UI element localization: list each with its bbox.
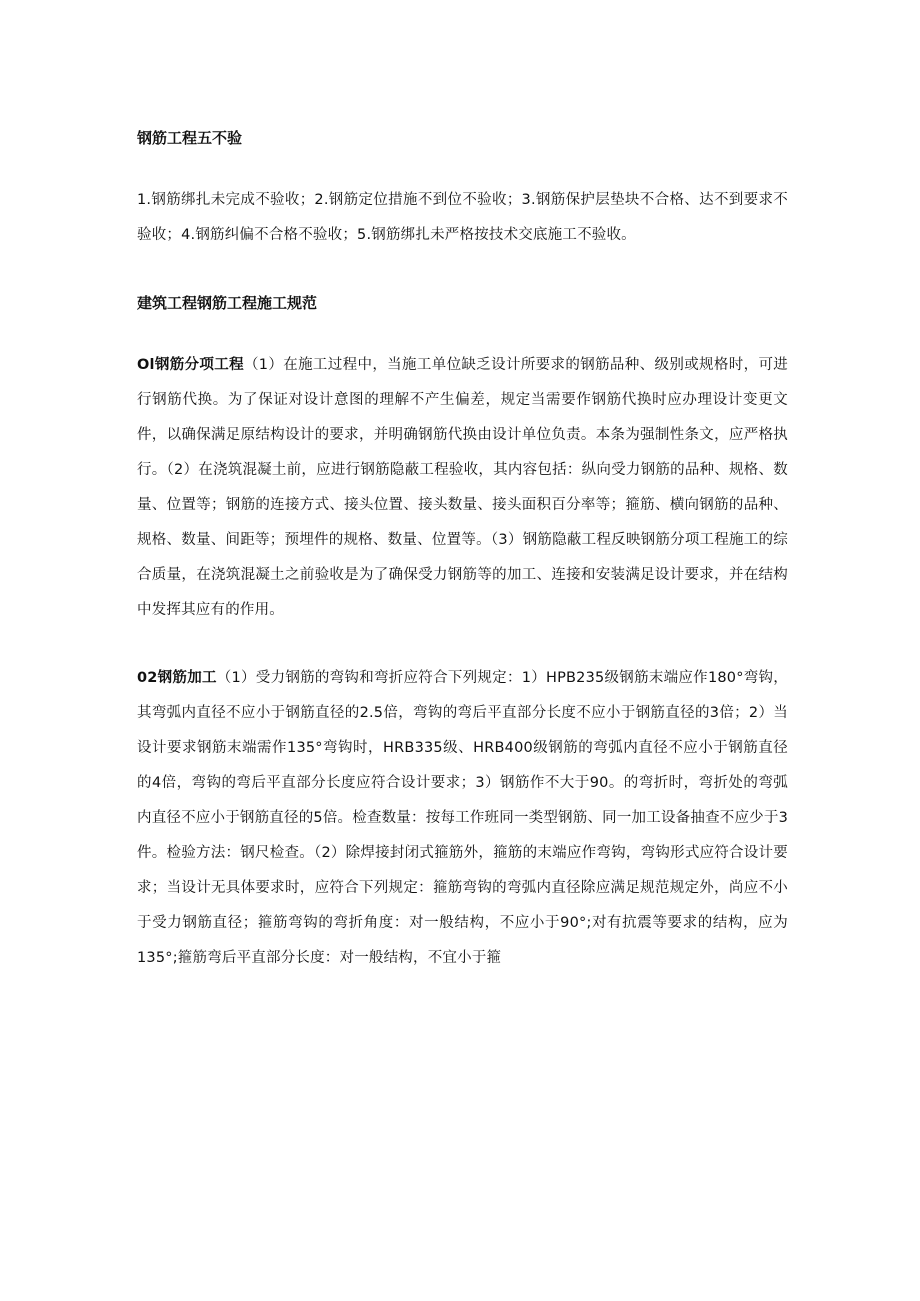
five-no-acceptance-paragraph: 1.钢筋绑扎未完成不验收；2.钢筋定位措施不到位不验收；3.钢筋保护层垫块不合格、达不到要求不验收；4.钢筋纠偏不合格不验收；5.钢筋绑扎未严格按技术交底施工不验收。 [137,192,788,243]
subsection-lead-rebar-processing: 02钢筋加工 [137,670,217,686]
subsection-body-rebar-processing: （1）受力钢筋的弯钩和弯折应符合下列规定：1）HPB235级钢筋末端应作180°弯钩，其弯弧内直径不应小于钢筋直径的2.5倍，弯钩的弯后平直部分长度不应小于钢筋直径的3倍；2）当设计要求钢筋末端需作135°弯钩时，HRB335级、HRB400级钢筋的弯弧内直径不应小于钢筋直径的4倍，弯钩的弯后平直部分长度应符合设计要求；3）钢筋作不大于90。的弯折时，弯折处的弯弧内直径不应小于钢筋直径的5倍。检查数量：按每工作班同一类型钢筋、同一加工设备抽查不应少于3件。检验方法：钢尺检查。（2）除焊接封闭式箍筋外，箍筋的末端应作弯钩，弯钩形式应符合设计要求；当设计无具体要求时，应符合下列规定：箍筋弯钩的弯弧内直径除应满足规范规定外，尚应不小于受力钢筋直径；箍筋弯钩的弯折角度：对一般结构，不应小于90°;对有抗震等要求的结构，应为135°;箍筋弯后平直部分长度：对一般结构，不宜小于箍 [137,670,788,966]
section-title-construction-spec: 建筑工程钢筋工程施工规范 [137,294,318,312]
section-title-five-no-acceptance: 钢筋工程五不验 [137,129,243,147]
spacer [137,158,788,183]
spacer [137,628,788,661]
spacer [137,253,788,283]
subsection-rebar-processing-paragraph [137,661,788,976]
subsection-lead-rebar-items: Ol钢筋分项工程 [137,357,244,373]
subsection-body-rebar-items: （1）在施工过程中，当施工单位缺乏设计所要求的钢筋品种、级别或规格时，可进行钢筋代换。为了保证对设计意图的理解不产生偏差，规定当需要作钢筋代换时应办理设计变更文件，以确保满足原结构设计的要求，并明确钢筋代换由设计单位负责。本条为强制性条文，应严格执行。（2）在浇筑混凝土前，应进行钢筋隐蔽工程验收，其内容包括：纵向受力钢筋的品种、规格、数量、位置等；钢筋的连接方式、接头位置、接头数量、接头面积百分率等；箍筋、横向钢筋的品种、规格、数量、间距等；预埋件的规格、数量、位置等。（3）钢筋隐蔽工程反映钢筋分项工程施工的综合质量，在浇筑混凝土之前验收是为了确保受力钢筋等的加工、连接和安装满足设计要求，并在结构中发挥其应有的作用。 [137,357,788,618]
spacer [137,323,788,348]
subsection-rebar-items-paragraph [137,348,788,628]
